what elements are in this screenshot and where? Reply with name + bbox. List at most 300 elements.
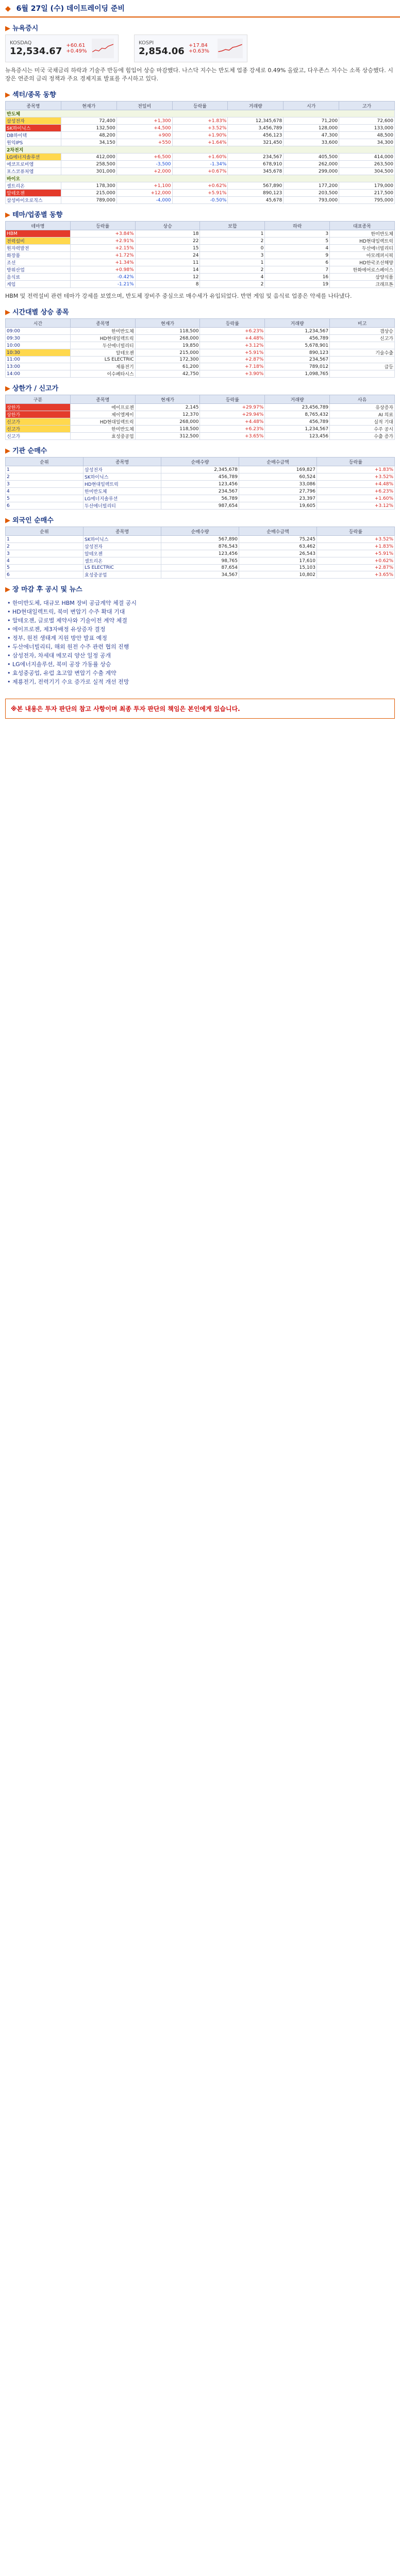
table-cell: +3.84% [70, 230, 135, 238]
table-row [6, 161, 395, 168]
table-cell: 48,200 [61, 132, 116, 139]
table-cell: +1.83% [317, 543, 395, 550]
table-row [6, 125, 395, 132]
market-summary: 뉴욕증시는 미국 국채금리 하락과 기술주 반등에 힘입어 상승 마감했다. 나스닥 지수는 반도체 업종 강세로 0.49% 올랐고, 다우존스 지수는 소폭 상승했다. 시장은 연준의 금리 정책과 주요 경제지표 발표를 주시하고 있다. [5, 67, 393, 82]
table-cell: 1,098,765 [265, 370, 330, 378]
table-cell: 셀트리온 [84, 557, 161, 565]
table-row [6, 281, 395, 288]
table-row [6, 550, 395, 557]
table-cell: 방위산업 [6, 266, 71, 274]
table-row [6, 175, 395, 182]
news-item[interactable]: • LG에너지솔루션, 북미 공장 가동률 상승 [7, 661, 111, 668]
table-cell: 9 [265, 252, 330, 259]
section-header: ▶ 상한가 / 신고가 [5, 385, 59, 393]
table-cell: 11:00 [6, 357, 71, 363]
table-cell: 203,500 [284, 190, 339, 197]
table-cell: 299,000 [284, 168, 339, 175]
table-cell: 345,678 [228, 168, 284, 175]
table-cell: 에이프로젠 [70, 404, 135, 411]
section-indices [5, 21, 395, 83]
group-label: 바이오 [6, 175, 395, 182]
table-row [6, 433, 395, 440]
table-cell: 268,000 [135, 335, 200, 342]
table-cell: 15 [135, 245, 200, 252]
table-cell: +0.62% [172, 182, 228, 190]
table-cell: 179,000 [339, 182, 395, 190]
table-cell: 876,543 [161, 543, 239, 550]
table-row [6, 495, 395, 502]
table-cell: 3 [6, 550, 84, 557]
table-cell: 5 [6, 495, 84, 502]
table-cell: 412,000 [61, 154, 116, 161]
news-item[interactable]: • 한미반도체, 대규모 HBM 장비 공급계약 체결 공시 [7, 600, 137, 606]
upper-table: 구분 종목명 현재가 등락률 거래량 사유 상한가 에이프로젠 2,145 +29.97% 23,456,789 유상증자 상한가 제이엘케이 12,370 +29.94% 8,765,432 AI 의료 신고가 HD현대일렉트릭 268,000 +4.48% 456,789 실적 기대 신고가 한미반도체 118,500 +6.23% 1,234,567 수주 공시 신고가 효성중공업 312,500 +3.65% 123,456 수출 증가 [5, 395, 395, 440]
table-cell: +6.23% [200, 328, 265, 335]
section-header: ▶ 시간대별 상승 종목 [5, 309, 69, 316]
table-row [6, 571, 395, 579]
table-cell: 4 [200, 274, 265, 281]
table-row [6, 488, 395, 495]
table-cell: +3.52% [172, 125, 228, 132]
table-cell: 234,567 [265, 357, 330, 363]
table-cell: +4.48% [200, 418, 265, 426]
table-cell: SK하이닉스 [84, 536, 161, 543]
table-cell: 5,678,901 [265, 342, 330, 349]
table-cell: +6,500 [116, 154, 172, 161]
index-card-kosdaq: KOSDAQ 12,534.67 +60.61 +0.49% [5, 35, 119, 62]
table-cell: 14 [135, 266, 200, 274]
table-cell: 5 [265, 238, 330, 245]
table-cell: +5.91% [200, 349, 265, 357]
table-cell: 19,850 [135, 342, 200, 349]
table-cell: 34,567 [161, 571, 239, 579]
table-cell: 15,103 [239, 565, 317, 571]
sector-table: 종목명 현재가 전일비 등락률 거래량 시가 고가 반도체 삼성전자 72,400 +1,300 +1.83% 12,345,678 71,200 72,600 SK하이닉스 132,500 +4,500 +3.52% 3,456,789 128,000 133,000 DB하이텍 48,200 +900 +1.90% 456,123 47,300 48,500 원익IPS 34,150 +550 +1.64% 321,450 33,600 34,300 2차전지 LG에너지솔루션 412,000 +6,500 +1.60% 234,567 405,500 414,000 에코프로비엠 258,500 -3,500 -1.34% 678,910 262,000 263,500 포스코퓨처엠 301,000 +2,000 +0.67% 345,678 299,000 304,500 바이오 셀트리온 178,300 +1,100 +0.62% 567,890 177,200 179,000 알테오젠 215,000 +12,000 +5.91% 890,123 203,500 217,500 삼성바이오로직스 789,000 -4,000 -0.50% 45,678 793,000 795,000 [5, 101, 395, 204]
index-sparkline [92, 39, 114, 58]
table-cell: +2.87% [200, 357, 265, 363]
section-header: ▶ 기관 순매수 [5, 447, 47, 455]
arrow-bullet-icon: ▶ [5, 586, 10, 594]
table-row [6, 132, 395, 139]
table-cell: +1.60% [317, 495, 395, 502]
table-cell: 삼성전자 [84, 543, 161, 550]
table-cell: 234,567 [161, 488, 239, 495]
table-row [6, 139, 395, 146]
table-cell: +3.12% [317, 502, 395, 510]
table-cell: 321,450 [228, 139, 284, 146]
table-cell: 이수페타시스 [70, 370, 135, 378]
table-row [6, 238, 395, 245]
table-cell: 알테오젠 [84, 550, 161, 557]
table-cell: 2 [200, 281, 265, 288]
table-cell: +4,500 [116, 125, 172, 132]
table-cell: 890,123 [228, 190, 284, 197]
table-cell: 전력설비 [6, 238, 71, 245]
table-cell: 789,012 [265, 363, 330, 370]
table-cell: 2 [6, 543, 84, 550]
table-cell: DB하이텍 [6, 132, 61, 139]
disclaimer: ※본 내용은 투자 판단의 참고 사항이며 최종 투자 판단의 책임은 본인에게 있습니다. [5, 699, 395, 719]
table-cell: LG에너지솔루션 [84, 495, 161, 502]
table-cell: -4,000 [116, 197, 172, 204]
table-cell: 22 [135, 238, 200, 245]
table-cell: 301,000 [61, 168, 116, 175]
table-cell: 456,789 [161, 473, 239, 481]
table-cell: LS ELECTRIC [84, 565, 161, 571]
theme-table: 테마명 등락률 상승 보합 하락 대표종목 HBM +3.84% 18 1 3 한미반도체 전력설비 +2.91% 22 2 5 HD현대일렉트릭 원자력발전 +2.15% 15 0 4 두산에너빌리티 화장품 +1.72% 24 3 9 아모레퍼시픽 조선 +1.34% 11 1 6 HD한국조선해양 방위산업 +0.98% 14 2 7 한화에어로스페이스 음식료 -0.42% 12 4 16 삼양식품 게임 -1.21% 8 2 19 크래프톤 [5, 221, 395, 288]
table-cell: +12,000 [116, 190, 172, 197]
table-cell: +5.91% [317, 550, 395, 557]
table-cell: 유상증자 [330, 404, 395, 411]
table-cell: 169,827 [239, 466, 317, 473]
table-row [6, 536, 395, 543]
table-cell: +2.91% [70, 238, 135, 245]
table-cell: 상한가 [6, 411, 71, 418]
table-cell: 1 [200, 230, 265, 238]
table-cell: +3.65% [200, 433, 265, 440]
table-cell: 2 [200, 266, 265, 274]
table-cell: 8,765,432 [265, 411, 330, 418]
table-cell [330, 357, 395, 363]
news-item[interactable]: • 정부, 원전 생태계 지원 방안 발표 예정 [7, 635, 107, 641]
table-cell: 수주 공시 [330, 426, 395, 433]
section-header: ▶ 섹터/종목 동향 [5, 91, 56, 99]
table-cell: 48,500 [339, 132, 395, 139]
section-header: ▶ 테마/업종별 동향 [5, 211, 63, 219]
table-cell: 수출 증가 [330, 433, 395, 440]
table-cell: 3 [265, 230, 330, 238]
table-cell: 한미반도체 [70, 328, 135, 335]
table-cell: 123,456 [161, 550, 239, 557]
table-cell: 258,500 [61, 161, 116, 168]
table-cell: 16 [265, 274, 330, 281]
table-cell: 87,654 [161, 565, 239, 571]
arrow-bullet-icon: ▶ [5, 25, 10, 32]
table-cell: +29.94% [200, 411, 265, 418]
table-cell: +1.60% [172, 154, 228, 161]
section-sectors [5, 87, 395, 204]
table-cell: 42,750 [135, 370, 200, 378]
table-cell: 게임 [6, 281, 71, 288]
table-cell: +6.23% [200, 426, 265, 433]
table-cell: 26,543 [239, 550, 317, 557]
table-cell: 한미반도체 [84, 488, 161, 495]
table-cell: 알테오젠 [6, 190, 61, 197]
table-cell: 7 [265, 266, 330, 274]
table-cell: 456,123 [228, 132, 284, 139]
arrow-bullet-icon: ▶ [5, 447, 10, 455]
table-row [6, 274, 395, 281]
table-cell: +2.15% [70, 245, 135, 252]
table-cell: 원익IPS [6, 139, 61, 146]
table-cell: 268,000 [135, 418, 200, 426]
table-row [6, 418, 395, 426]
table-cell: 405,500 [284, 154, 339, 161]
section-news [5, 582, 395, 719]
table-cell: 312,500 [135, 433, 200, 440]
table-cell: 2 [6, 473, 84, 481]
table-cell: 두산에너빌리티 [330, 245, 395, 252]
table-row [6, 335, 395, 342]
table-cell: +3.52% [317, 536, 395, 543]
arrow-bullet-icon: ▶ [5, 385, 10, 393]
table-row [6, 357, 395, 363]
table-cell: 304,500 [339, 168, 395, 175]
news-item[interactable]: • 알테오젠, 글로벌 제약사와 기술이전 계약 체결 [7, 617, 127, 624]
table-cell: +0.98% [70, 266, 135, 274]
table-cell: 14:00 [6, 370, 71, 378]
table-cell: 262,000 [284, 161, 339, 168]
table-cell: 삼성바이오로직스 [6, 197, 61, 204]
table-cell: 60,524 [239, 473, 317, 481]
table-cell: 132,500 [61, 125, 116, 132]
news-item[interactable]: • 에이프로젠, 제3자배정 유상증자 결정 [7, 626, 106, 633]
arrow-bullet-icon: ▶ [5, 211, 10, 219]
table-row [6, 245, 395, 252]
timeband-table: 시간 종목명 현재가 등락률 거래량 비고 09:00 한미반도체 118,500 +6.23% 1,234,567 갭상승 09:30 HD현대일렉트릭 268,000 +4.48% 456,789 신고가 10:00 두산에너빌리티 19,850 +3.12% 5,678,901 10:30 알테오젠 215,000 +5.91% 890,123 기술수출 11:00 LS ELECTRIC 172,300 +2.87% 234,567 13:00 제룡전기 61,200 +7.18% 789,012 급등 14:00 이수페타시스 42,750 +3.90% 1,098,765 [5, 318, 395, 378]
table-cell: 신고가 [6, 426, 71, 433]
table-cell: +1.83% [317, 466, 395, 473]
table-row [6, 154, 395, 161]
table-cell: +3.65% [317, 571, 395, 579]
table-cell: 118,500 [135, 426, 200, 433]
table-cell: +900 [116, 132, 172, 139]
table-cell: +1,100 [116, 182, 172, 190]
table-row [6, 543, 395, 550]
table-cell: +550 [116, 139, 172, 146]
table-cell: 72,400 [61, 117, 116, 125]
table-row [6, 565, 395, 571]
table-cell: 두산에너빌리티 [84, 502, 161, 510]
table-cell: 0 [200, 245, 265, 252]
table-row [6, 266, 395, 274]
table-cell: 456,789 [265, 418, 330, 426]
table-cell: 19,605 [239, 502, 317, 510]
table-cell: 75,245 [239, 536, 317, 543]
table-cell: 1,234,567 [265, 426, 330, 433]
table-cell: 987,654 [161, 502, 239, 510]
table-cell: 61,200 [135, 363, 200, 370]
table-cell: 3 [200, 252, 265, 259]
section-upper [5, 381, 395, 440]
table-cell: 에코프로비엠 [6, 161, 61, 168]
table-cell: 화장품 [6, 252, 71, 259]
table-cell: HD현대일렉트릭 [330, 238, 395, 245]
table-cell: 조선 [6, 259, 71, 266]
table-cell: 177,200 [284, 182, 339, 190]
table-row [6, 168, 395, 175]
table-cell: 삼성전자 [84, 466, 161, 473]
foreign-table: 순위 종목명 순매수량 순매수금액 등락률 1 SK하이닉스 567,890 75,245 +3.52% 2 삼성전자 876,543 63,462 +1.83% 3 알테오젠 123,456 26,543 +5.91% 4 셀트리온 98,765 17,610 +0.62% 5 LS ELECTRIC 87,654 15,103 +2.87% 6 효성중공업 34,567 10,802 +3.65% [5, 527, 395, 579]
table-cell [330, 342, 395, 349]
table-cell: 크래프톤 [330, 281, 395, 288]
table-cell: 2 [200, 238, 265, 245]
table-row [6, 146, 395, 154]
table-cell: 24 [135, 252, 200, 259]
table-cell: +3.12% [200, 342, 265, 349]
table-cell: 45,678 [228, 197, 284, 204]
index-card-kospi: KOSPI 2,854.06 +17.84 +0.63% [134, 35, 247, 62]
table-cell: 효성중공업 [70, 433, 135, 440]
table-cell: 제룡전기 [70, 363, 135, 370]
table-cell: HD현대일렉트릭 [70, 418, 135, 426]
table-cell: 10:00 [6, 342, 71, 349]
table-cell: 삼성전자 [6, 117, 61, 125]
table-cell: 34,150 [61, 139, 116, 146]
table-row [6, 404, 395, 411]
page-title [0, 0, 400, 18]
table-cell: 18 [135, 230, 200, 238]
table-cell: 133,000 [339, 125, 395, 132]
table-cell: 1,234,567 [265, 328, 330, 335]
table-cell: HD현대일렉트릭 [70, 335, 135, 342]
table-row [6, 197, 395, 204]
table-cell: +0.62% [317, 557, 395, 565]
table-cell: 8 [135, 281, 200, 288]
table-cell: 아모레퍼시픽 [330, 252, 395, 259]
table-cell: +0.67% [172, 168, 228, 175]
table-cell: -1.21% [70, 281, 135, 288]
table-cell: +29.97% [200, 404, 265, 411]
theme-summary: HBM 및 전력설비 관련 테마가 강세를 보였으며, 반도체 장비주 중심으로 매수세가 유입되었다. 반면 게임 및 음식료 업종은 약세를 나타냈다. [5, 293, 352, 299]
table-row [6, 230, 395, 238]
news-item[interactable]: • 두산에너빌리티, 해외 원전 수주 관련 협의 진행 [7, 643, 129, 650]
news-item[interactable]: • 제룡전기, 전력기기 수요 증가로 실적 개선 전망 [7, 679, 129, 685]
table-cell: 5 [6, 565, 84, 571]
table-cell: 셀트리온 [6, 182, 61, 190]
arrow-bullet-icon: ▶ [5, 91, 10, 99]
table-cell: 128,000 [284, 125, 339, 132]
table-cell: 63,462 [239, 543, 317, 550]
table-cell: +2.87% [317, 565, 395, 571]
table-cell: 11 [135, 259, 200, 266]
section-timeband [5, 304, 395, 378]
table-cell: 10:30 [6, 349, 71, 357]
table-cell: 215,000 [135, 349, 200, 357]
table-cell: 56,789 [161, 495, 239, 502]
table-cell: 3,456,789 [228, 125, 284, 132]
table-cell: -0.42% [70, 274, 135, 281]
table-row [6, 190, 395, 197]
table-cell: 123,456 [265, 433, 330, 440]
table-cell: 1 [6, 536, 84, 543]
table-cell: 상한가 [6, 404, 71, 411]
table-cell: +1.83% [172, 117, 228, 125]
table-row [6, 342, 395, 349]
table-cell: 삼양식품 [330, 274, 395, 281]
table-row [6, 328, 395, 335]
table-row [6, 557, 395, 565]
table-row [6, 110, 395, 117]
table-cell: HD현대일렉트릭 [84, 481, 161, 488]
section-institution [5, 443, 395, 510]
table-cell: +1.72% [70, 252, 135, 259]
table-cell: 두산에너빌리티 [70, 342, 135, 349]
table-cell: 09:30 [6, 335, 71, 342]
table-cell: 갭상승 [330, 328, 395, 335]
table-cell: 신고가 [6, 433, 71, 440]
table-cell: +4.48% [200, 335, 265, 342]
table-cell: 118,500 [135, 328, 200, 335]
table-cell: 123,456 [161, 481, 239, 488]
table-cell: +7.18% [200, 363, 265, 370]
table-cell: +3.52% [317, 473, 395, 481]
news-item[interactable]: • 효성중공업, 유럽 초고압 변압기 수출 계약 [7, 670, 116, 676]
table-cell: 567,890 [228, 182, 284, 190]
institution-table: 순위 종목명 순매수량 순매수금액 등락률 1 삼성전자 2,345,678 169,827 +1.83% 2 SK하이닉스 456,789 60,524 +3.52% 3 HD현대일렉트릭 123,456 33,086 +4.48% 4 한미반도체 234,567 27,796 +6.23% 5 LG에너지솔루션 56,789 23,397 +1.60% 6 두산에너빌리티 987,654 19,605 +3.12% [5, 457, 395, 510]
table-cell: +1.90% [172, 132, 228, 139]
table-cell: 789,000 [61, 197, 116, 204]
table-cell: 23,456,789 [265, 404, 330, 411]
table-cell: HD한국조선해양 [330, 259, 395, 266]
table-cell: +1.34% [70, 259, 135, 266]
table-cell: 6 [6, 571, 84, 579]
table-cell [330, 370, 395, 378]
table-cell: 09:00 [6, 328, 71, 335]
table-cell: 포스코퓨처엠 [6, 168, 61, 175]
table-cell: 한미반도체 [330, 230, 395, 238]
table-cell: 678,910 [228, 161, 284, 168]
section-header: ▶ 외국인 순매수 [5, 517, 54, 524]
table-cell: -3,500 [116, 161, 172, 168]
table-cell: 890,123 [265, 349, 330, 357]
table-row [6, 466, 395, 473]
table-row [6, 411, 395, 418]
table-cell: AI 의료 [330, 411, 395, 418]
table-row [6, 426, 395, 433]
table-cell: 한화에어로스페이스 [330, 266, 395, 274]
table-cell: 33,086 [239, 481, 317, 488]
table-row [6, 363, 395, 370]
news-item[interactable]: • 삼성전자, 차세대 메모리 양산 일정 공개 [7, 652, 111, 659]
table-cell: 1 [200, 259, 265, 266]
table-cell: 13:00 [6, 363, 71, 370]
section-foreign [5, 513, 395, 579]
group-label: 2차전지 [6, 146, 395, 154]
table-cell: -0.50% [172, 197, 228, 204]
news-list [7, 599, 395, 686]
table-cell: 기술수출 [330, 349, 395, 357]
table-cell: +5.91% [172, 190, 228, 197]
news-item[interactable]: • HD현대일렉트릭, 북미 변압기 수주 확대 기대 [7, 608, 125, 615]
section-header: ▶ 뉴욕증시 [5, 25, 39, 32]
table-cell: SK하이닉스 [6, 125, 61, 132]
table-cell: LG에너지솔루션 [6, 154, 61, 161]
table-cell: 234,567 [228, 154, 284, 161]
table-cell: 178,300 [61, 182, 116, 190]
table-cell: 47,300 [284, 132, 339, 139]
table-cell: 2,345,678 [161, 466, 239, 473]
report-title: 6월 27일 (수) 데이트레이딩 준비 [16, 5, 125, 13]
table-cell: 217,500 [339, 190, 395, 197]
table-cell: 4 [265, 245, 330, 252]
table-cell: +4.48% [317, 481, 395, 488]
table-cell: 원자력발전 [6, 245, 71, 252]
table-row [6, 502, 395, 510]
table-cell: 414,000 [339, 154, 395, 161]
table-cell: +1,300 [116, 117, 172, 125]
diamond-icon: ◆ [5, 5, 11, 13]
table-cell: 2,145 [135, 404, 200, 411]
table-cell: 34,300 [339, 139, 395, 146]
index-sparkline [218, 39, 243, 58]
table-cell: +6.23% [317, 488, 395, 495]
table-cell: 567,890 [161, 536, 239, 543]
table-cell: 12,345,678 [228, 117, 284, 125]
table-cell: 음식료 [6, 274, 71, 281]
table-cell: LS ELECTRIC [70, 357, 135, 363]
table-cell: SK하이닉스 [84, 473, 161, 481]
